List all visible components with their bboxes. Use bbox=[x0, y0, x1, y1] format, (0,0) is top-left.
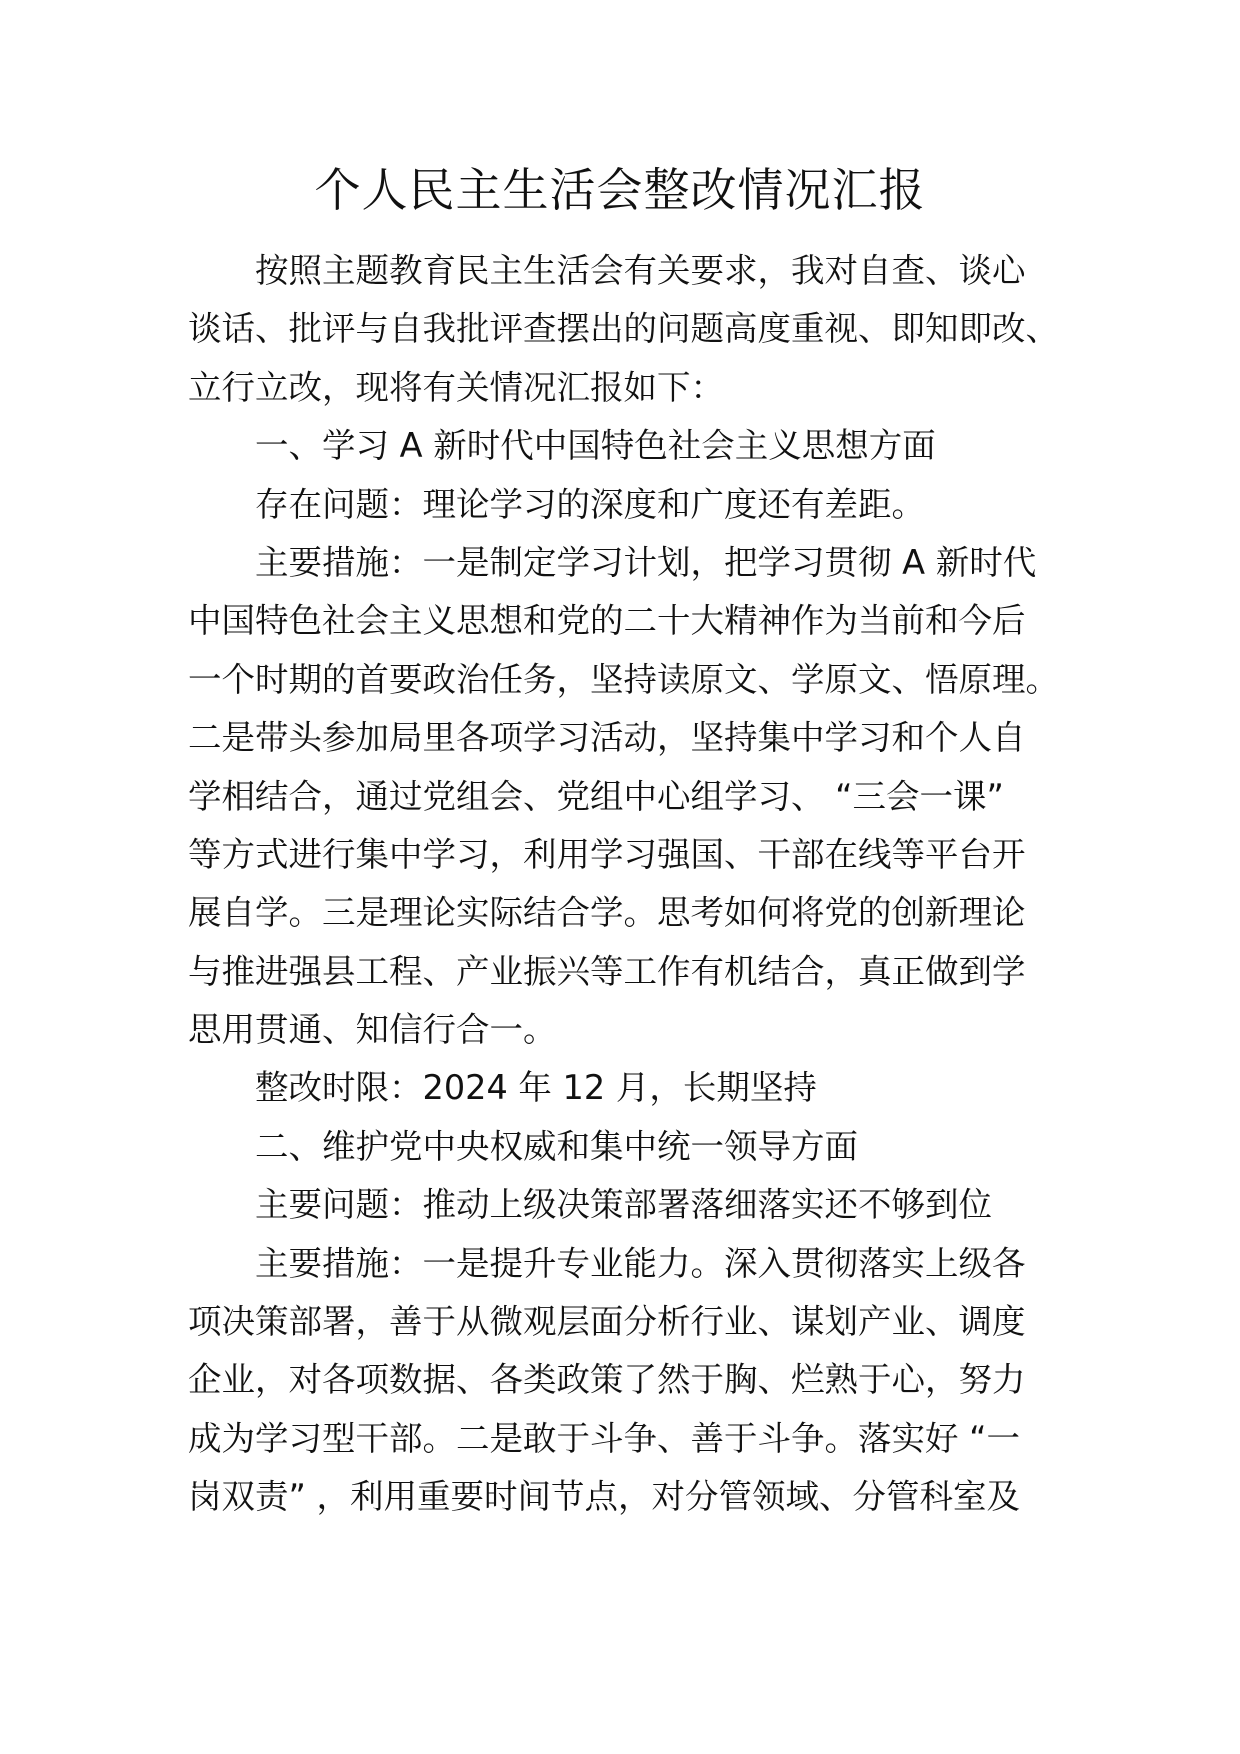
body-line: 主要措施：一是制定学习计划，把学习贯彻 A 新时代 bbox=[255, 542, 1037, 582]
body-line: 中国特色社会主义思想和党的二十大精神作为当前和今后 bbox=[188, 601, 1026, 641]
body-line: 二、维护党中央权威和集中统一领导方面 bbox=[255, 1126, 858, 1166]
body-line: 主要问题：推动上级决策部署落细落实还不够到位 bbox=[255, 1185, 992, 1225]
body-line: 谈话、批评与自我批评查摆出的问题高度重视、即知即改、 bbox=[188, 309, 1059, 349]
body-line: 存在问题：理论学习的深度和广度还有差距。 bbox=[255, 484, 925, 524]
body-line: 按照主题教育民主生活会有关要求，我对自查、谈心 bbox=[255, 251, 1026, 290]
body-line: 成为学习型干部。二是敢于斗争、善于斗争。落实好 “一 bbox=[188, 1418, 1021, 1458]
body-line: 立行立改，现将有关情况汇报如下： bbox=[188, 367, 724, 407]
body-line: 企业，对各项数据、各类政策了然于胸、烂熟于心，努力 bbox=[188, 1360, 1026, 1400]
body-line: 与推进强县工程、产业振兴等工作有机结合，真正做到学 bbox=[188, 951, 1026, 991]
body-line: 思用贯通、知信行合一。 bbox=[188, 1010, 557, 1050]
body-line: 一、学习 A 新时代中国特色社会主义思想方面 bbox=[255, 426, 936, 466]
body-line: 学相结合，通过党组会、党组中心组学习、 “三会一课” bbox=[188, 776, 1004, 816]
body-line: 展自学。三是理论实际结合学。思考如何将党的创新理论 bbox=[188, 893, 1026, 933]
body-line: 二是带头参加局里各项学习活动，坚持集中学习和个人自 bbox=[188, 718, 1026, 758]
document-title: 个人民主生活会整改情况汇报 bbox=[314, 163, 926, 217]
body-line: 一个时期的首要政治任务，坚持读原文、学原文、悟原理。 bbox=[188, 659, 1059, 699]
body-line: 整改时限：2024 年 12 月，长期坚持 bbox=[255, 1068, 817, 1108]
body-line: 岗双责” ，利用重要时间节点，对分管领域、分管科室及 bbox=[188, 1477, 1021, 1517]
document-body bbox=[188, 242, 1059, 1527]
body-line: 主要措施：一是提升专业能力。深入贯彻落实上级各 bbox=[255, 1243, 1026, 1283]
body-line: 等方式进行集中学习，利用学习强国、干部在线等平台开 bbox=[188, 834, 1026, 874]
body-line: 项决策部署，善于从微观层面分析行业、谋划产业、调度 bbox=[188, 1302, 1026, 1342]
